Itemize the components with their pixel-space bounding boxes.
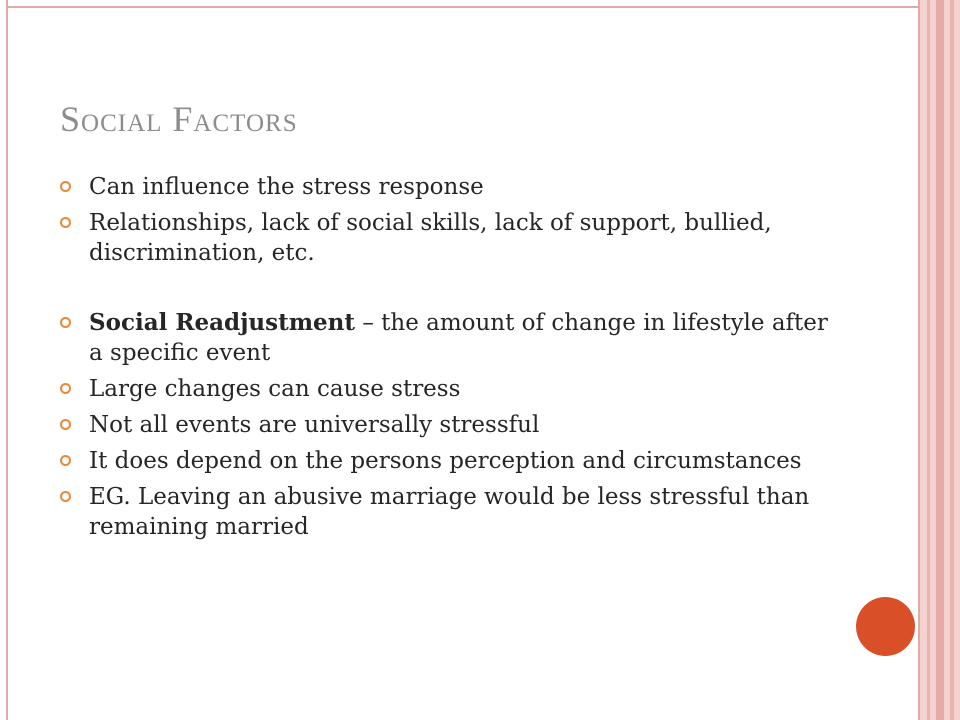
bullet-item — [60, 446, 840, 476]
bullet-text: EG. Leaving an abusive marriage would be less stressful than remaining married — [89, 484, 810, 540]
decorative-stripe — [950, 0, 954, 720]
bullet-ring-icon — [60, 419, 71, 430]
bullet-text: Relationships, lack of social skills, lack of support, bullied, discrimination, etc. — [89, 210, 772, 266]
bullet-item — [60, 482, 840, 542]
decorative-stripe — [936, 0, 944, 720]
bullet-ring-icon — [60, 491, 71, 502]
frame-left-border — [6, 0, 8, 720]
bullet-ring-icon — [60, 217, 71, 228]
bullet-ring-icon — [60, 455, 71, 466]
bullet-ring-icon — [60, 317, 71, 328]
bullet-item — [60, 308, 840, 368]
bullet-ring-icon — [60, 181, 71, 192]
bullet-item — [60, 374, 840, 404]
bullet-text: Not all events are universally stressful — [89, 412, 540, 438]
bullet-text: – the amount of change in lifestyle after a specific event — [89, 310, 828, 366]
accent-circle-decoration — [856, 597, 915, 656]
bullet-term: Social Readjustment — [89, 309, 356, 336]
bullet-text: Can influence the stress response — [89, 174, 484, 200]
bullet-item — [60, 172, 840, 202]
decorative-stripe — [927, 0, 930, 720]
bullet-item — [60, 410, 840, 440]
frame-top-border — [6, 6, 920, 8]
bullet-ring-icon — [60, 383, 71, 394]
bullet-item — [60, 208, 840, 268]
bullet-text: Large changes can cause stress — [89, 376, 461, 402]
bullet-list — [60, 172, 840, 548]
slide-title: Social Factors — [60, 99, 298, 139]
bullet-text: It does depend on the persons perception and circumstances — [89, 448, 802, 474]
